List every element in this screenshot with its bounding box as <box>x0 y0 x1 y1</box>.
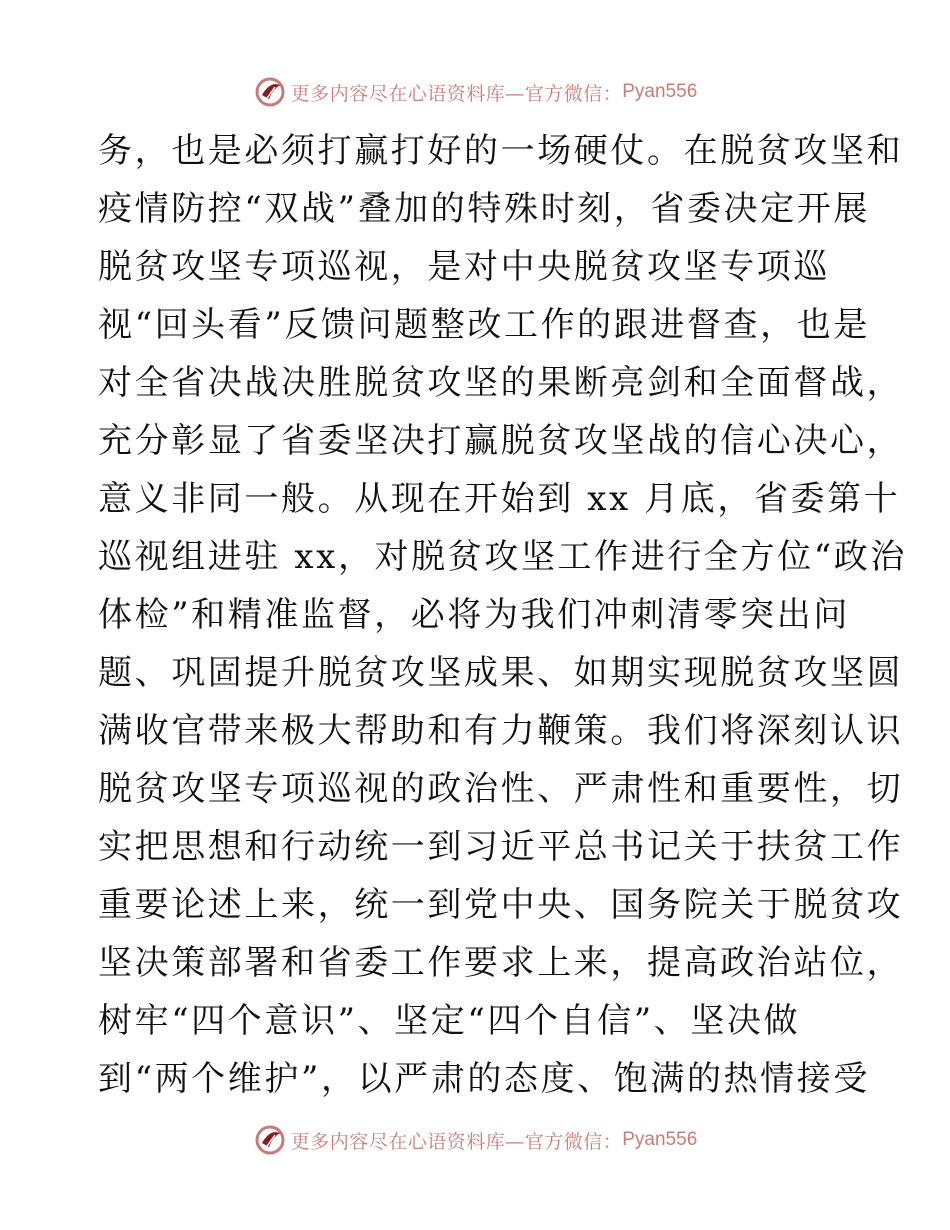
watermark-id: Pyan556 <box>622 1129 698 1150</box>
text-line-9: 体检”和精准监督，必将为我们冲刺清零突出问 <box>98 595 850 635</box>
watermark-logo-icon <box>253 1123 287 1157</box>
text-line-14: 重要论述上来，统一到党中央、国务院关于脱贫攻 <box>98 885 904 925</box>
watermark-text: 更多内容尽在心语资料库—官方微信： <box>290 82 623 105</box>
watermark-text: 更多内容尽在心语资料库—官方微信： <box>290 1130 623 1153</box>
text-line-8: 巡视组进驻 xx，对脱贫攻坚工作进行全方位“政治 <box>98 537 907 577</box>
text-line-2: 疫情防控“双战”叠加的特殊时刻，省委决定开展 <box>98 189 870 229</box>
text-line-11: 满收官带来极大帮助和有力鞭策。我们将深刻认识 <box>98 711 904 751</box>
text-line-1: 务，也是必须打赢打好的一场硬仗。在脱贫攻坚和 <box>98 131 904 171</box>
text-line-5: 对全省决战决胜脱贫攻坚的果断亮剑和全面督战， <box>98 363 904 403</box>
text-line-6: 充分彰显了省委坚决打赢脱贫攻坚战的信心决心， <box>98 421 904 461</box>
document-body <box>98 122 907 1108</box>
watermark-id: Pyan556 <box>622 81 698 102</box>
watermark-logo-icon <box>253 75 287 109</box>
text-line-17: 到“两个维护”，以严肃的态度、饱满的热情接受 <box>98 1059 870 1099</box>
footer-watermark <box>0 1120 950 1160</box>
text-line-13: 实把思想和行动统一到习近平总书记关于扶贫工作 <box>98 827 904 867</box>
text-line-4: 视“回头看”反馈问题整改工作的跟进督查，也是 <box>98 305 870 345</box>
text-line-15: 坚决策部署和省委工作要求上来，提高政治站位， <box>98 943 904 983</box>
text-line-7: 意义非同一般。从现在开始到 xx 月底，省委第十 <box>98 479 901 519</box>
text-line-3: 脱贫攻坚专项巡视，是对中央脱贫攻坚专项巡 <box>98 247 830 287</box>
text-line-12: 脱贫攻坚专项巡视的政治性、严肃性和重要性，切 <box>98 769 904 809</box>
text-line-10: 题、巩固提升脱贫攻坚成果、如期实现脱贫攻坚圆 <box>98 653 904 693</box>
header-watermark <box>0 72 950 112</box>
text-line-16: 树牢“四个意识”、坚定“四个自信”、坚决做 <box>98 1001 801 1041</box>
